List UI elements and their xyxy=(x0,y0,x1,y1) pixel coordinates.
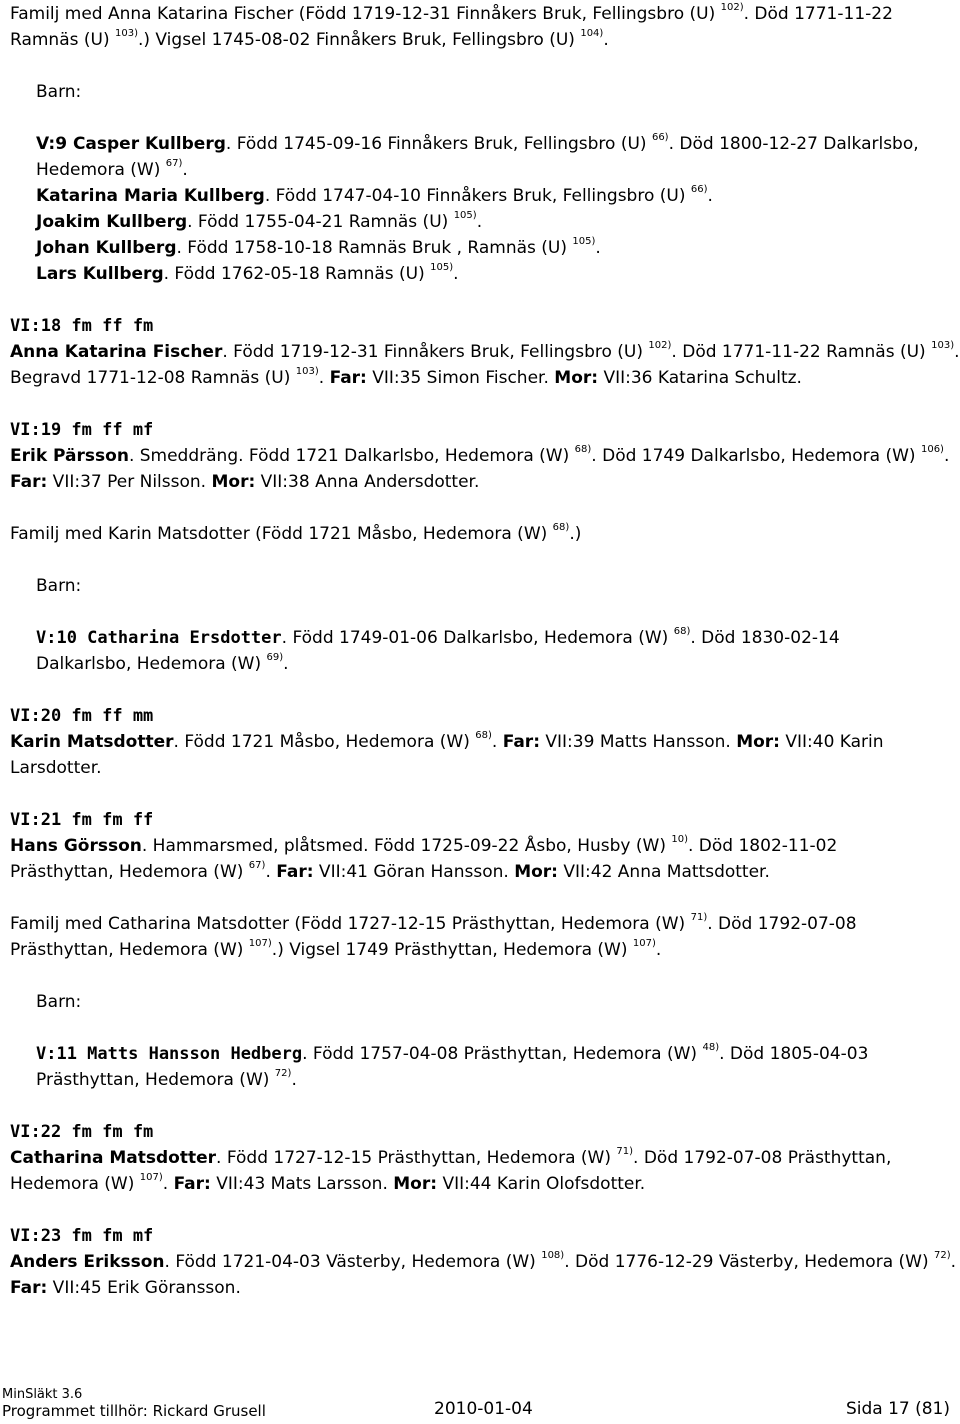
person-entry-cont: Far: VII:37 Per Nilsson. Mor: VII:38 Anna Andersdotter. xyxy=(10,472,480,492)
child-entry: V:11 Matts Hansson Hedberg. Född 1757-04-08 Prästhyttan, Hedemora (W) $^{48)}$. Död 1805-04-03 xyxy=(36,1042,869,1064)
person-entry: Karin Matsdotter. Född 1721 Måsbo, Hedemora (W) $^{68)}$. Far: VII:39 Matts Hansson. Mor: VII:40 Karin xyxy=(10,730,884,752)
footer-app-name: MinSläkt 3.6 xyxy=(2,1387,83,1402)
child-entry-cont: Dalkarlsbo, Hedemora (W) $^{69)}$. xyxy=(36,652,289,674)
child-entry: Joakim Kullberg. Född 1755-04-21 Ramnäs (U) $^{105)}$. xyxy=(36,210,483,232)
child-entry: Johan Kullberg. Född 1758-10-18 Ramnäs Bruk , Ramnäs (U) $^{105)}$. xyxy=(36,236,601,258)
person-entry: Catharina Matsdotter. Född 1727-12-15 Prästhyttan, Hedemora (W) $^{71)}$. Död 1792-07-08 Prästhyttan, xyxy=(10,1146,892,1168)
children-label: Barn: xyxy=(36,82,82,102)
person-entry-cont: Far: VII:45 Erik Göransson. xyxy=(10,1278,241,1298)
children-label: Barn: xyxy=(36,576,82,596)
section-heading: VI:18 fm ff fm xyxy=(10,316,154,336)
family-line-cont: Prästhyttan, Hedemora (W) $^{107)}$.) Vigsel 1749 Prästhyttan, Hedemora (W) $^{107)}$. xyxy=(10,938,662,960)
section-heading: VI:23 fm fm mf xyxy=(10,1226,154,1246)
footer-date: 2010-01-04 xyxy=(434,1399,533,1419)
child-entry: V:10 Catharina Ersdotter. Född 1749-01-06 Dalkarlsbo, Hedemora (W) $^{68)}$. Död 1830-02-14 xyxy=(36,626,840,648)
footer-owner: Programmet tillhör: Rickard Grusell xyxy=(2,1402,266,1420)
person-entry-cont: Hedemora (W) $^{107)}$. Far: VII:43 Mats Larsson. Mor: VII:44 Karin Olofsdotter. xyxy=(10,1172,646,1194)
family-line: Familj med Karin Matsdotter (Född 1721 Måsbo, Hedemora (W) $^{68)}$.) xyxy=(10,522,582,544)
child-entry: V:9 Casper Kullberg. Född 1745-09-16 Finnåkers Bruk, Fellingsbro (U) $^{66)}$. Död 1800-12-27 Dalkarlsbo, xyxy=(36,132,919,154)
person-entry: Anna Katarina Fischer. Född 1719-12-31 Finnåkers Bruk, Fellingsbro (U) $^{102)}$. Död 1771-11-22 Ramnäs (U) $^{103)}$. xyxy=(10,340,960,362)
section-heading: VI:19 fm ff mf xyxy=(10,420,154,440)
person-entry: Erik Pärsson. Smeddräng. Född 1721 Dalkarlsbo, Hedemora (W) $^{68)}$. Död 1749 Dalkarlsbo, Hedemora (W) $^{106)}$. xyxy=(10,444,950,466)
child-entry-cont: Prästhyttan, Hedemora (W) $^{72)}$. xyxy=(36,1068,297,1090)
person-entry: Hans Görsson. Hammarsmed, plåtsmed. Född 1725-09-22 Åsbo, Husby (W) $^{10)}$. Död 1802-11-02 xyxy=(10,834,838,856)
family-line: Familj med Catharina Matsdotter (Född 1727-12-15 Prästhyttan, Hedemora (W) $^{71)}$. Död 1792-07-08 xyxy=(10,912,857,934)
person-entry: Anders Eriksson. Född 1721-04-03 Västerby, Hedemora (W) $^{108)}$. Död 1776-12-29 Västerby, Hedemora (W) $^{72)}$. xyxy=(10,1250,957,1272)
person-entry-cont: Prästhyttan, Hedemora (W) $^{67)}$. Far: VII:41 Göran Hansson. Mor: VII:42 Anna Mattsdotter. xyxy=(10,860,770,882)
child-entry: Lars Kullberg. Född 1762-05-18 Ramnäs (U) $^{105)}$. xyxy=(36,262,459,284)
family-intro-line-1: Familj med Anna Katarina Fischer (Född 1719-12-31 Finnåkers Bruk, Fellingsbro (U) $^{102)}$. Död 1771-11-22 xyxy=(10,2,893,24)
children-label: Barn: xyxy=(36,992,82,1012)
section-heading: VI:21 fm fm ff xyxy=(10,810,154,830)
person-entry-cont: Larsdotter. xyxy=(10,758,102,778)
footer-page-number: Sida 17 (81) xyxy=(845,1399,950,1419)
section-heading: VI:20 fm ff mm xyxy=(10,706,154,726)
section-heading: VI:22 fm fm fm xyxy=(10,1122,154,1142)
child-entry-cont: Hedemora (W) $^{67)}$. xyxy=(36,158,188,180)
family-intro-line-2: Ramnäs (U) $^{103)}$.) Vigsel 1745-08-02 Finnåkers Bruk, Fellingsbro (U) $^{104)}$. xyxy=(10,28,609,50)
person-entry-cont: Begravd 1771-12-08 Ramnäs (U) $^{103)}$. Far: VII:35 Simon Fischer. Mor: VII:36 Katarina Schultz. xyxy=(10,366,802,388)
child-entry: Katarina Maria Kullberg. Född 1747-04-10 Finnåkers Bruk, Fellingsbro (U) $^{66)}$. xyxy=(36,184,713,206)
